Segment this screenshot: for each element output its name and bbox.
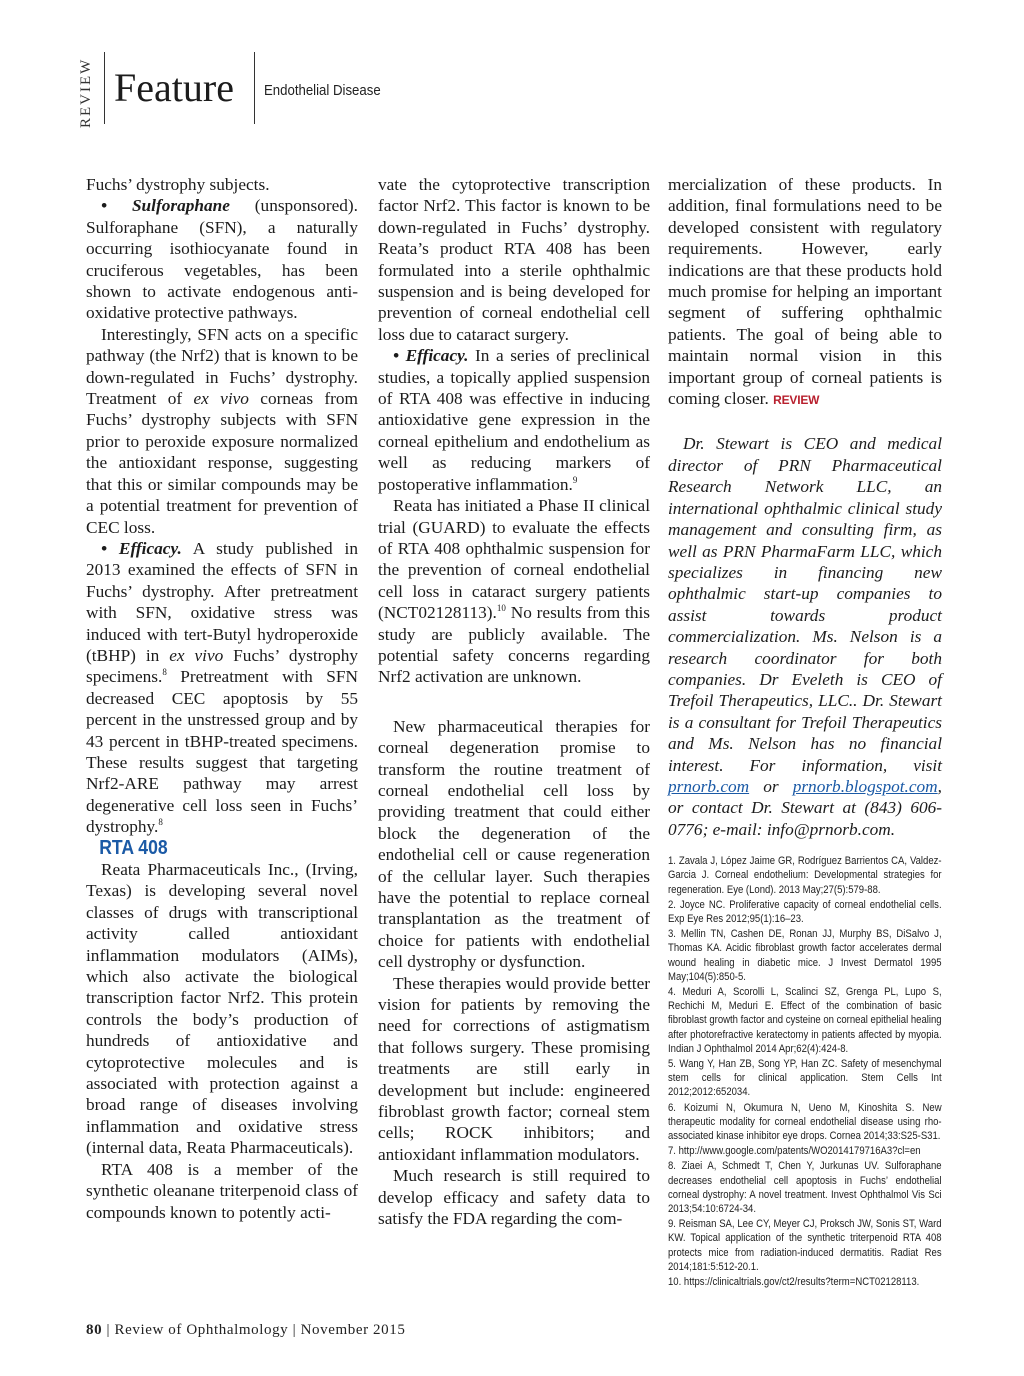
footer-text: | Review of Ophthalmology | November 2015 <box>102 1322 406 1338</box>
feature-label: Feature <box>114 65 234 110</box>
review-end-mark: REVIEW <box>773 393 820 408</box>
paragraph: RTA 408 is a member of the synthetic oleanane triterpenoid class of compounds known to potently acti- <box>86 1159 358 1222</box>
article-column-1 <box>86 174 358 1223</box>
reference-item: 5. Wang Y, Han ZB, Song YP, Han ZC. Safety of mesenchymal stem cells for clinical application. Stem Cells Int 2012;2012:652034. <box>668 1058 942 1099</box>
review-vertical-label: REVIEW <box>78 57 94 128</box>
prnorb-link[interactable]: prnorb.com <box>668 776 750 796</box>
reference-item: 9. Reisman SA, Lee CY, Meyer CJ, Proksch JW, Sonis ST, Ward KW. Topical application of the synthetic triterpenoid RTA 408 protects mice from radiation-induced dermatitis. Radiat Res 2014;181:5:512-20.1. <box>668 1218 942 1273</box>
citation: 10 <box>496 603 506 614</box>
reference-item: 6. Koizumi N, Okumura N, Ueno M, Kinoshita S. New therapeutic modality for corneal endothelial disease using rho-associated kinase inhibitor eye drops. Cornea 2014;33:S25-S31. <box>668 1101 942 1143</box>
paragraph: mercialization of these products. In addition, final formulations need to be developed consistent with regulatory requirements. However, early indications are that these products hold much promise for helping an important segment of suffering ophthalmic patients. The goal of being able to maintain normal vision in this important group of corneal patients is coming closer. REVIEW <box>668 175 942 409</box>
bullet-heading: • Efficacy. <box>101 538 182 558</box>
citation: 8 <box>162 667 167 678</box>
citation: 8 <box>158 817 163 828</box>
paragraph: • Sulforaphane (unsponsored). Sulforaphane (SFN), a naturally occurring isothiocyanate found in cruciferous vegetables, has been shown to activate endogenous anti-oxidative protective pathways. <box>86 196 358 323</box>
reference-item: 1. Zavala J, López Jaime GR, Rodríguez Barrientos CA, Valdez-Garcia J. Corneal endothelium: Developmental strategies for regeneration. Eye (Lond). 2013 May;27(5):579-88. <box>668 855 942 896</box>
section-label: Endothelial Disease <box>264 82 381 99</box>
paragraph: These therapies would provide better vision for patients by removing the need for corrections of astigmatism that follows surgery. These promising treatments are still early in development but include: engineered fibroblast growth factor; corneal stem cells; ROCK inhibitors; and antioxidant inflammation modulators. <box>378 973 650 1164</box>
paragraph: Reata Pharmaceuticals Inc., (Irving, Texas) is developing several novel classes of drugs with transcriptional activity called antioxidant inflammation modulators (AIMs), which also activate the biological transcription factor Nrf2. This protein controls the body’s production of hundreds of antioxidative and cytoprotective molecules and is associated with protection against a broad range of diseases involving inflammation and oxidative stress (internal data, Reata Pharmaceuticals). <box>86 860 358 1158</box>
article-column-3 <box>668 174 942 1290</box>
reference-item[interactable]: 10. https://clinicaltrials.gov/ct2/results?term=NCT02128113. <box>668 1276 920 1289</box>
reference-item: 8. Ziaei A, Schmedt T, Chen Y, Jurkunas UV. Sulforaphane decreases endothelial cell apoptosis in Fuchs’ endothelial corneal dystrophy: A novel treatment. Invest Ophthalmol Vis Sci 2013;54:10:6724-34. <box>668 1160 942 1216</box>
author-bio: Dr. Stewart is CEO and medical director of PRN Pharmaceutical Research Network LLC, an international ophthalmic clinical study management and consulting firm, as well as PRN PharmaFarm LLC, which specializes in financing new ophthalmic start-up companies to assist towards product commercialization. Ms. Nelson is a research coordinator for both companies. Dr Eveleth is CEO of Trefoil Therapeutics, LLC.. Dr. Stewart is a consultant for Trefoil Therapeutics and Ms. Nelson has no financial interest. For information, visit prnorb.com or prnorb.blogspot.com, or contact Dr. Stewart at (843) 606-0776; e-mail: info@prnorb.com. <box>668 434 942 839</box>
reference-item: 4. Meduri A, Scorolli L, Scalinci SZ, Grenga PL, Lupo S, Rechichi M, Meduri E. Effect of the combination of basic fibroblast growth factor and cysteine on corneal epithelial healing after photorefractive keratectomy in patients affected by myopia. Indian J Ophthalmol 2014 Apr;62(4):424-8. <box>668 986 942 1055</box>
paragraph: Fuchs’ dystrophy subjects. <box>86 175 270 194</box>
prnorb-blog-link[interactable]: prnorb.blogspot.com <box>792 776 938 796</box>
paragraph: • Efficacy. A study published in 2013 examined the effects of SFN in Fuchs’ dystrophy. After pretreatment with SFN, oxidative stress was induced with tert-Butyl hydroperoxide (tBHP) in ex vivo Fuchs’ dystrophy specimens.$^8$ Pretreatment with SFN decreased CEC apoptosis by 55 percent in the unstressed group and by 43 percent in tBHP-treated specimens. These results suggest that targeting Nrf2-ARE pathway may arrest degenerative cell loss seen in Fuchs’ dystrophy.$^8$ <box>86 538 358 837</box>
paragraph: vate the cytoprotective transcription factor Nrf2. This factor is known to be down-regulated in Fuchs’ dystrophy. Reata’s product RTA 408 has been formulated into a sterile ophthalmic suspension and is being developed for prevention of corneal endothelial cell loss due to cataract surgery. <box>378 175 650 344</box>
spacer <box>378 688 650 716</box>
paragraph: Interestingly, SFN acts on a specific pathway (the Nrf2) that is known to be down-regulated in Fuchs’ dystrophy. Treatment of ex vivo corneas from Fuchs’ dystrophy subjects with SFN prior to peroxide exposure normalized the antioxidant response, suggesting that this or similar compounds may be a potential treatment for prevention of CEC loss. <box>86 324 358 537</box>
bullet-heading: • Sulforaphane <box>101 196 230 216</box>
paragraph: • Efficacy. In a series of preclinical studies, a topically applied suspension of RTA 408 was effective in inducing antioxidative gene expression in the corneal epithelium and endothelium as well as reducing markers of postoperative inflammation.$^9$ <box>378 346 650 494</box>
bullet-heading: • Efficacy. <box>393 346 469 366</box>
article-column-2 <box>378 174 650 1230</box>
references-list <box>668 854 942 1289</box>
page-header <box>0 0 1024 140</box>
header-divider <box>254 52 255 124</box>
paragraph: New pharmaceutical therapies for corneal degeneration promise to transform the routine treatment of corneal endothelial cell loss by providing treatment that could either block the degeneration of the endothelial cell or cause regeneration of the cellular layer. Such therapies have the potential to replace corneal transplantation as the treatment of choice for patients with endothelial cell dystrophy or dysfunction. <box>378 716 650 972</box>
paragraph: Reata has initiated a Phase II clinical trial (GUARD) to evaluate the effects of RTA 408 ophthalmic suspension for the prevention of corneal endothelial cell loss in cataract surgery patients (NCT02128113).$^{10}$ No results from this study are publicly available. The potential safety concerns regarding Nrf2 activation are unknown. <box>378 496 650 687</box>
citation: 9 <box>572 474 578 485</box>
reference-item: 2. Joyce NC. Proliferative capacity of corneal endothelial cells. Exp Eye Res 2012;95(1):16–23. <box>668 898 942 925</box>
page-number: 80 <box>86 1322 103 1338</box>
section-heading: RTA 408 <box>99 836 168 859</box>
header-divider <box>104 52 105 124</box>
paragraph: Much research is still required to develop efficacy and safety data to satisfy the FDA regarding the com- <box>378 1166 650 1229</box>
reference-item[interactable]: 7. http://www.google.com/patents/WO2014179716A3?cl=en <box>668 1145 921 1158</box>
page-footer <box>86 1322 405 1339</box>
reference-item: 3. Mellin TN, Cashen DE, Ronan JJ, Murphy BS, DiSalvo J, Thomas KA. Acidic fibroblast growth factor accelerates dermal wound healing in diabetic mice. J Invest Dermatol 1995 May;104(5):850-5. <box>668 928 942 983</box>
